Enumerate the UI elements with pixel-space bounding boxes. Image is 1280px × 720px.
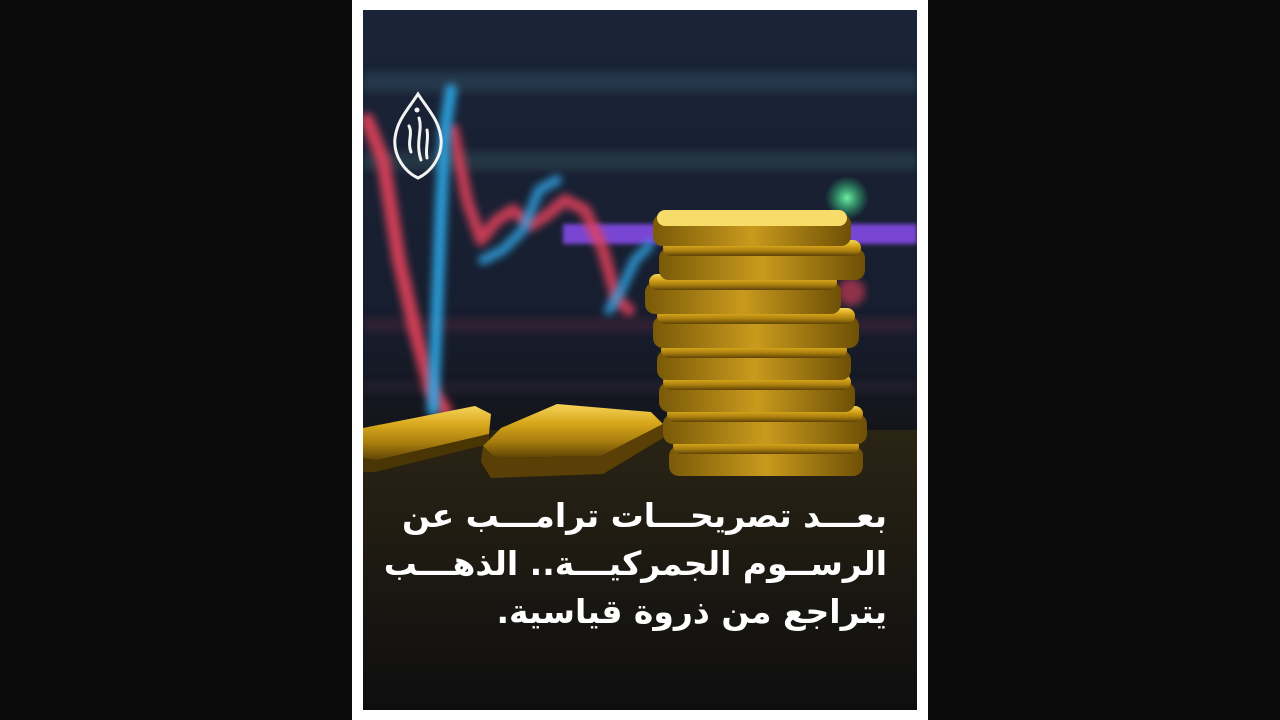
headline-line-2: الرســوم الجمركيـــة.. الذهـــب xyxy=(383,544,887,583)
post-card xyxy=(363,10,917,710)
gold-bar-stack xyxy=(645,210,867,476)
aljazeera-logo-icon xyxy=(387,90,449,182)
post-headline xyxy=(367,492,887,636)
headline-line-1: بعـــد تصريحـــات ترامـــب عن xyxy=(401,496,887,535)
headline-line-3: يتراجع من ذروة قياسية. xyxy=(496,592,887,631)
chart-red-glow xyxy=(837,278,865,306)
